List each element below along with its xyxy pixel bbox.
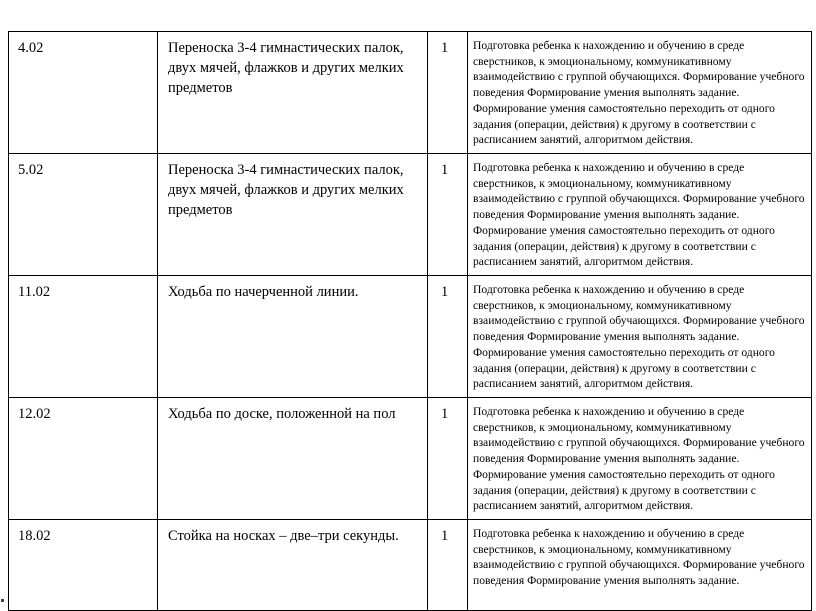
topic-cell [158,276,428,398]
lesson-tasks: Подготовка ребенка к нахождению и обучению в среде сверстников, к эмоциональному, коммуникативному взаимодействию с группой обучающихся. Формирование учебного поведения Формирование умения выполнять задание. Формирование умения самостоятельно переходить от одного задания (операции, действия) к другому в соответствии с расписанием занятий, алгоритмом действия. [473,39,805,147]
hours-cell [428,276,468,398]
topic-cell [158,154,428,276]
lesson-date: 4.02 [18,40,44,56]
lesson-hours: 1 [441,528,449,544]
table-row [9,32,812,154]
lesson-tasks: Подготовка ребенка к нахождению и обучению в среде сверстников, к эмоциональному, коммуникативному взаимодействию с группой обучающихся. Формирование учебного поведения Формирование умения выполнять задание. [473,527,805,588]
hours-cell [428,154,468,276]
tasks-cell [468,520,812,611]
lesson-topic: Стойка на носках – две–три секунды. [168,528,399,544]
date-cell [9,154,158,276]
lesson-tasks: Подготовка ребенка к нахождению и обучению в среде сверстников, к эмоциональному, коммуникативному взаимодействию с группой обучающихся. Формирование учебного поведения Формирование умения выполнять задание. Формирование умения самостоятельно переходить от одного задания (операции, действия) к другому в соответствии с расписанием занятий, алгоритмом действия. [473,161,805,269]
lesson-topic: Ходьба по начерченной линии. [168,284,359,300]
lesson-plan-table [8,31,812,611]
lesson-date: 11.02 [18,284,51,300]
lesson-tasks: Подготовка ребенка к нахождению и обучению в среде сверстников, к эмоциональному, коммуникативному взаимодействию с группой обучающихся. Формирование учебного поведения Формирование умения выполнять задание. Формирование умения самостоятельно переходить от одного задания (операции, действия) к другому в соответствии с расписанием занятий, алгоритмом действия. [473,283,805,391]
tasks-cell [468,154,812,276]
table-row [9,398,812,520]
lesson-hours: 1 [441,406,449,422]
lesson-hours: 1 [441,40,449,56]
lesson-topic: Переноска 3-4 гимнастических палок, двух мячей, флажков и других мелких предметов [168,40,404,96]
date-cell [9,276,158,398]
date-cell [9,32,158,154]
lesson-topic: Ходьба по доске, положенной на пол [168,406,396,422]
lesson-hours: 1 [441,284,449,300]
hours-cell [428,398,468,520]
lesson-topic: Переноска 3-4 гимнастических палок, двух мячей, флажков и других мелких предметов [168,162,404,218]
tasks-cell [468,32,812,154]
hours-cell [428,520,468,611]
tasks-cell [468,276,812,398]
topic-cell [158,32,428,154]
date-cell [9,520,158,611]
hours-cell [428,32,468,154]
lesson-date: 18.02 [18,528,51,544]
table-row [9,154,812,276]
lesson-hours: 1 [441,162,449,178]
lesson-date: 12.02 [18,406,51,422]
topic-cell [158,398,428,520]
topic-cell [158,520,428,611]
lesson-tasks: Подготовка ребенка к нахождению и обучению в среде сверстников, к эмоциональному, коммуникативному взаимодействию с группой обучающихся. Формирование учебного поведения Формирование умения выполнять задание. Формирование умения самостоятельно переходить от одного задания (операции, действия) к другому в соответствии с расписанием занятий, алгоритмом действия. [473,405,805,513]
table-row [9,276,812,398]
lesson-date: 5.02 [18,162,44,178]
date-cell [9,398,158,520]
table-row [9,520,812,611]
page-edge-mark [1,599,4,602]
tasks-cell [468,398,812,520]
